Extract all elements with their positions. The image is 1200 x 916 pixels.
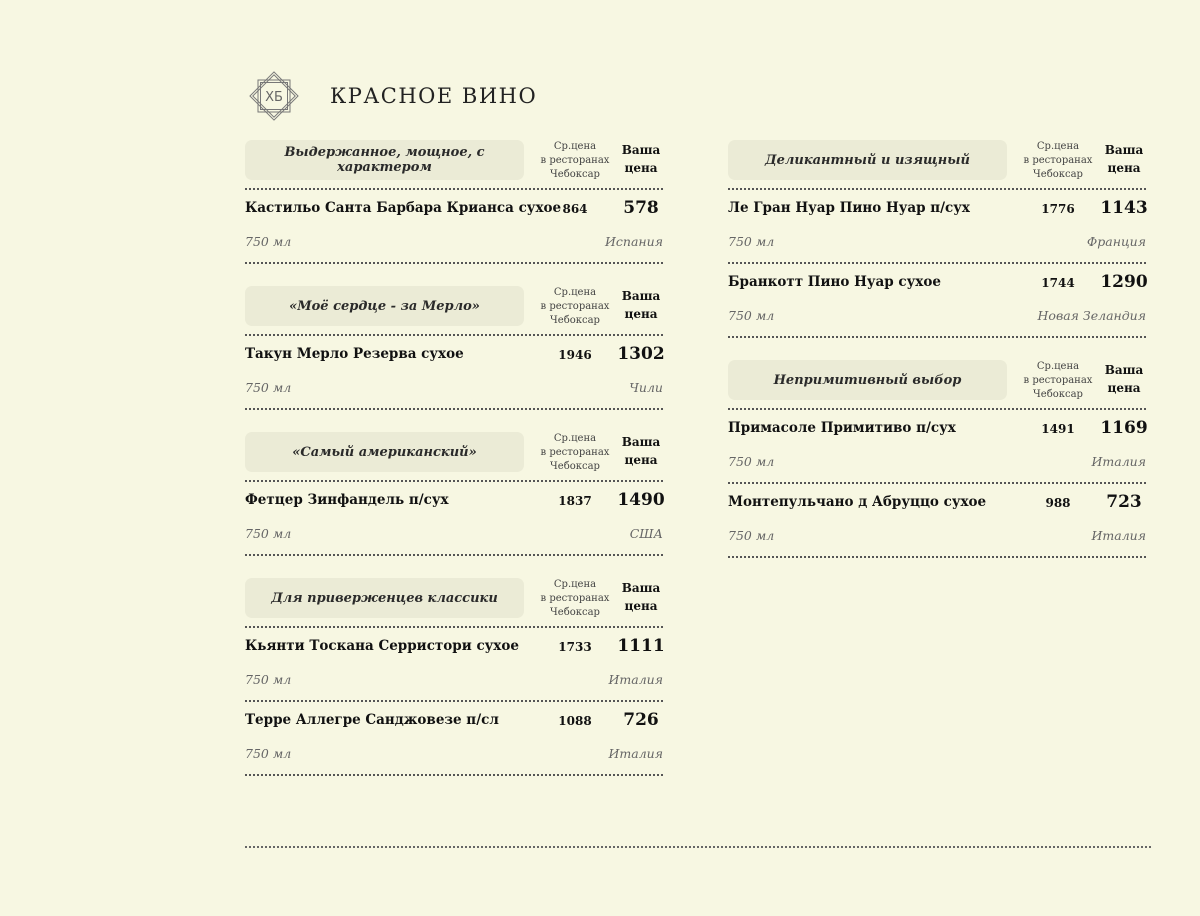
wine-volume: 750 мл [728,308,775,323]
avg-price-header-line: Чебоксар [1033,169,1083,180]
wine-volume: 750 мл [728,528,775,543]
page-header [245,67,537,125]
avg-price-header-line: в ресторанах [540,301,610,312]
avg-price-header [538,140,612,182]
wine-name: Примасоле Примитиво п/сух [728,420,956,436]
wine-country: Испания [605,234,663,249]
dotted-divider [245,262,663,264]
wine-country: Франция [1086,234,1146,249]
avg-price-header-line: в ресторанах [1023,375,1093,386]
avg-price: 1946 [558,348,592,362]
avg-price: 1837 [558,494,592,508]
right-column [728,138,1146,578]
wine-name: Монтепульчано д Абруццо сухое [728,494,987,510]
section-title: Деликантный и изящный [728,140,1007,180]
avg-price-header-line: Чебоксар [550,461,600,472]
your-price-header [619,141,663,177]
your-price: 1290 [1100,272,1148,292]
avg-price-header-line: Чебоксар [550,169,600,180]
wine-item [245,702,663,774]
wine-country: Италия [608,746,663,761]
avg-price-header-line: Ср.цена [1036,141,1080,152]
avg-price-header [538,286,612,328]
avg-price-header-line: Ср.цена [553,433,597,444]
your-price-header [1102,141,1146,177]
wine-volume: 750 мл [728,454,775,469]
your-price-header [1102,361,1146,397]
wine-name: Бранкотт Пино Нуар сухое [728,274,941,290]
avg-price-header-line: в ресторанах [540,155,610,166]
section-title: Непримитивный выбор [728,360,1007,400]
avg-price: 1733 [558,640,592,654]
your-price-header-line: Ваша [621,289,661,303]
menu-section [728,138,1146,338]
wine-volume: 750 мл [245,672,292,687]
wine-volume: 750 мл [245,380,292,395]
dotted-divider [245,554,663,556]
your-price-header-line: цена [624,599,658,613]
avg-price: 1491 [1041,422,1075,436]
wine-country: Чили [629,380,663,395]
menu-section [245,138,663,264]
avg-price-header-line: Ср.цена [553,579,597,590]
avg-price-header-line: Ср.цена [553,141,597,152]
section-header [728,358,1146,408]
avg-price-header [1021,140,1095,182]
your-price-header-line: цена [624,307,658,321]
avg-price-header-line: в ресторанах [540,447,610,458]
avg-price-header [538,432,612,474]
dotted-divider [728,336,1146,338]
your-price-header [619,579,663,615]
avg-price-header-line: Ср.цена [1036,361,1080,372]
avg-price-header [538,578,612,620]
page-title: КРАСНОЕ ВИНО [330,84,538,108]
your-price: 1111 [617,636,665,656]
wine-country: США [629,526,663,541]
menu-section [728,358,1146,558]
your-price: 1169 [1100,418,1148,438]
section-header [245,284,663,334]
avg-price-header-line: Чебоксар [1033,389,1083,400]
section-header [245,576,663,626]
your-price-header [619,287,663,323]
your-price: 1490 [617,490,665,510]
wine-country: Италия [1091,454,1146,469]
wine-country: Италия [1091,528,1146,543]
wine-volume: 750 мл [728,234,775,249]
avg-price: 864 [562,202,588,216]
avg-price-header-line: в ресторанах [540,593,610,604]
wine-item [728,410,1146,482]
avg-price: 1088 [558,714,592,728]
dotted-divider [728,556,1146,558]
your-price-header [619,433,663,469]
left-column [245,138,663,796]
avg-price-header-line: в ресторанах [1023,155,1093,166]
wine-volume: 750 мл [245,526,292,541]
wine-name: Кастильо Санта Барбара Крианса сухое [245,200,562,216]
bottom-divider [245,846,1151,848]
section-title: Для приверженцев классики [245,578,524,618]
your-price-header-line: Ваша [621,435,661,449]
wine-volume: 750 мл [245,234,292,249]
wine-item [245,190,663,262]
your-price: 1302 [617,344,665,364]
wine-item [728,190,1146,262]
wine-item [245,628,663,700]
avg-price-header-line: Ср.цена [553,287,597,298]
menu-section [245,576,663,776]
logo [245,67,303,125]
your-price-header-line: Ваша [1104,363,1144,377]
avg-price: 988 [1045,496,1071,510]
avg-price: 1744 [1041,276,1075,290]
section-title: «Моё сердце - за Мерло» [245,286,524,326]
avg-price-header-line: Чебоксар [550,315,600,326]
menu-section [245,430,663,556]
logo-text: ХБ [265,90,283,105]
your-price-header-line: цена [1107,161,1141,175]
section-header [245,430,663,480]
your-price: 723 [1106,492,1142,512]
wine-name: Кьянти Тоскана Серристори сухое [245,638,519,654]
section-header [728,138,1146,188]
your-price: 726 [623,710,659,730]
your-price-header-line: цена [624,161,658,175]
wine-item [728,264,1146,336]
your-price: 1143 [1100,198,1148,218]
dotted-divider [245,774,663,776]
your-price-header-line: Ваша [621,581,661,595]
wine-country: Италия [608,672,663,687]
wine-name: Такун Мерло Резерва сухое [245,346,464,362]
wine-volume: 750 мл [245,746,292,761]
dotted-divider [245,408,663,410]
your-price: 578 [623,198,659,218]
your-price-header-line: цена [624,453,658,467]
wine-name: Фетцер Зинфандель п/сух [245,492,449,508]
avg-price-header [1021,360,1095,402]
your-price-header-line: Ваша [1104,143,1144,157]
menu-section [245,284,663,410]
your-price-header-line: цена [1107,381,1141,395]
your-price-header-line: Ваша [621,143,661,157]
wine-item [245,482,663,554]
section-title: Выдержанное, мощное, с характером [245,140,524,180]
avg-price-header-line: Чебоксар [550,607,600,618]
wine-name: Ле Гран Нуар Пино Нуар п/сух [728,200,970,216]
section-header [245,138,663,188]
wine-name: Терре Аллегре Санджовезе п/сл [245,712,499,728]
wine-item [245,336,663,408]
section-title: «Самый американский» [245,432,524,472]
avg-price: 1776 [1041,202,1075,216]
wine-item [728,484,1146,556]
wine-country: Новая Зеландия [1037,308,1146,323]
